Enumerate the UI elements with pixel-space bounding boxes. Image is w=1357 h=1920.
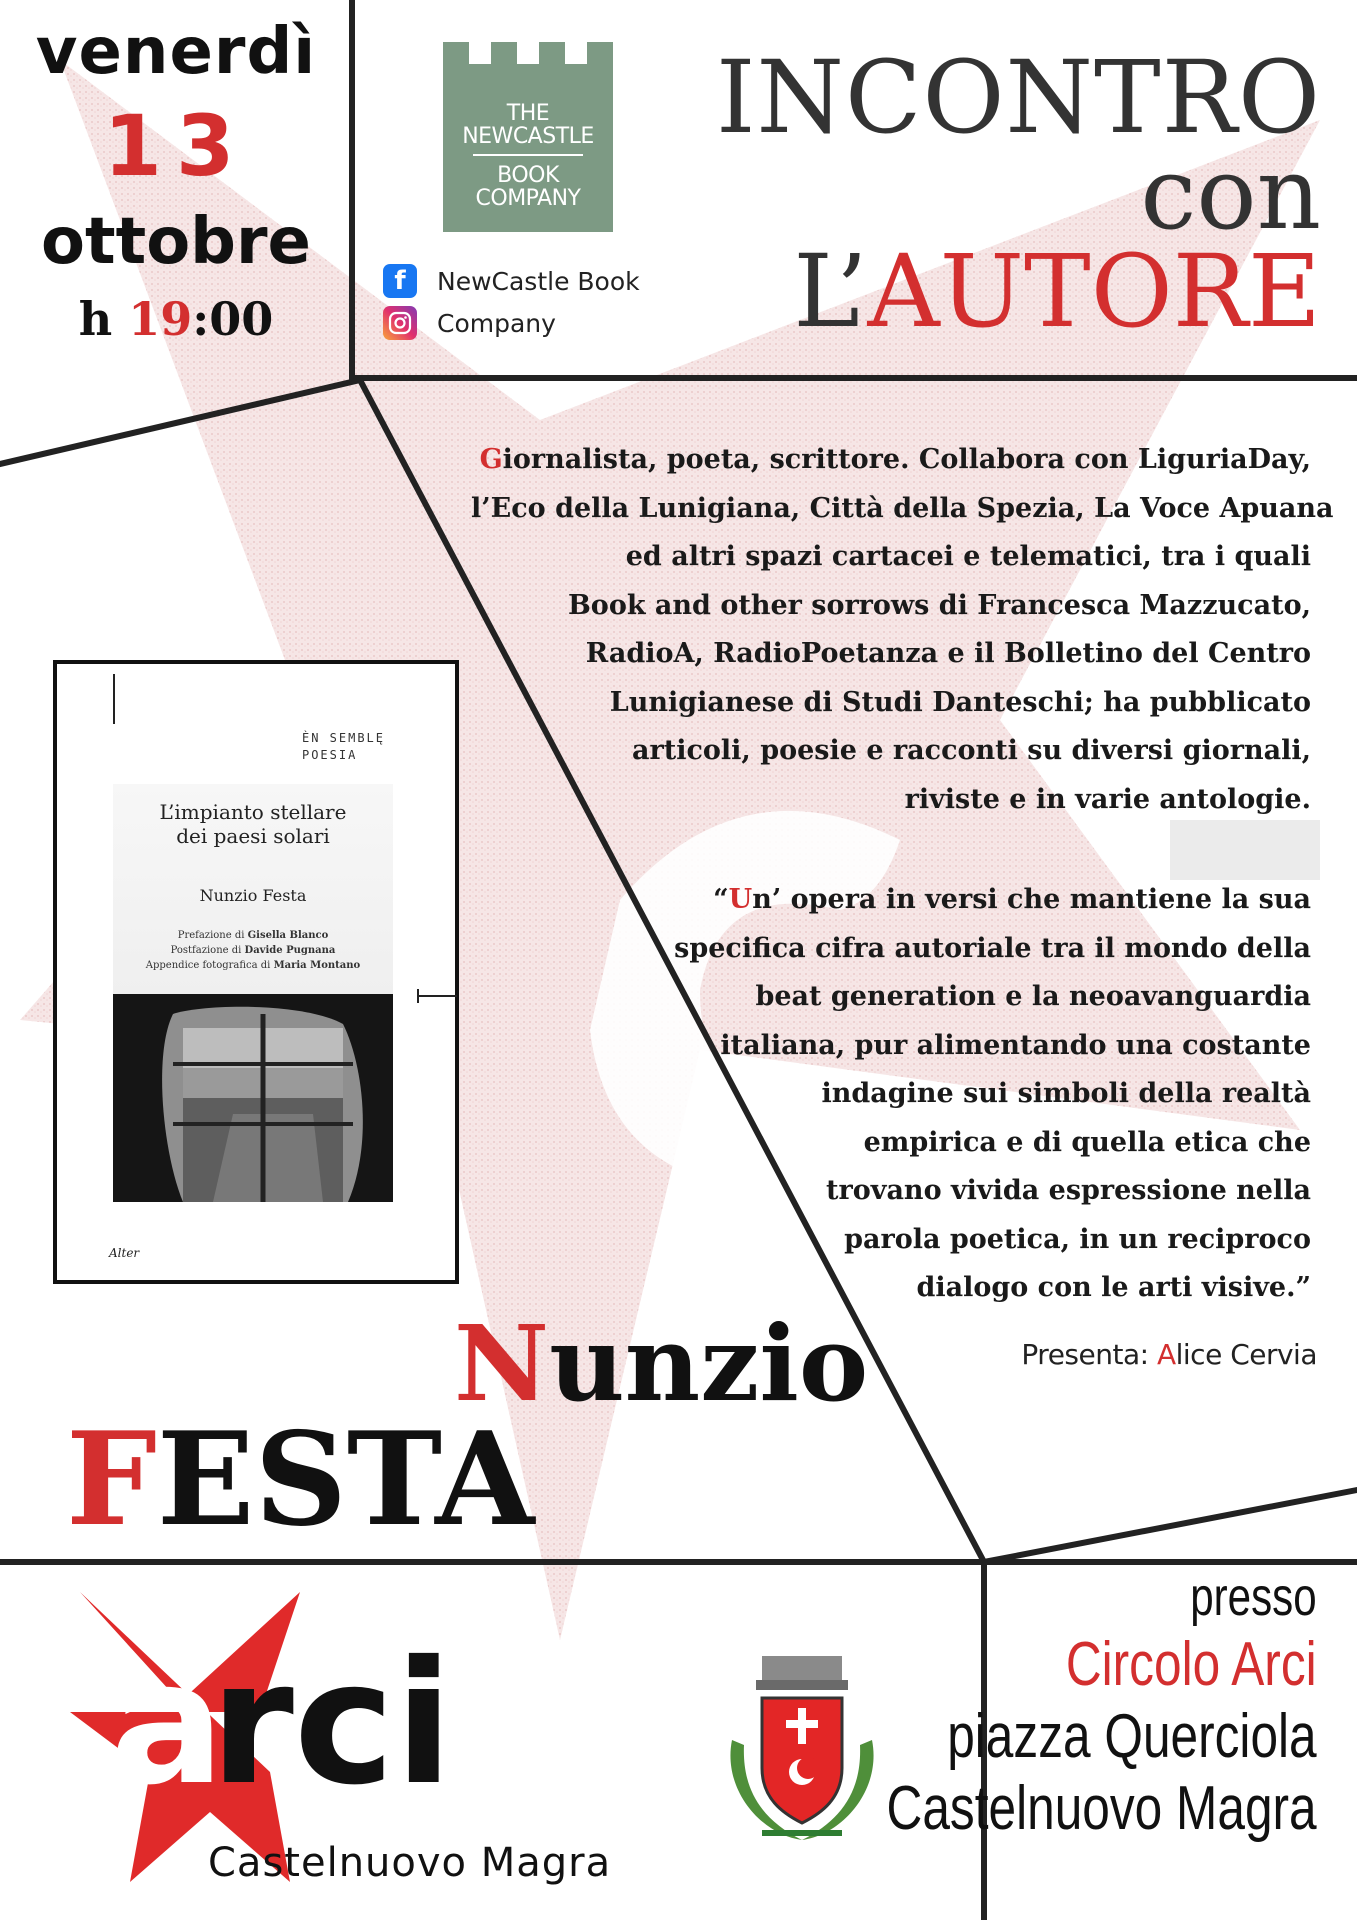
credit-name: Maria Montano (273, 960, 361, 971)
quote-line: indagine sui simboli della realtà (821, 1078, 1311, 1109)
book-series (302, 730, 385, 764)
arci-branch-name: Castelnuovo Magra (208, 1840, 612, 1886)
facebook-link[interactable] (383, 260, 640, 302)
social-links (383, 260, 640, 344)
credit-line (113, 958, 393, 973)
newcastle-book-company-logo (443, 42, 613, 232)
logo-line-2: NEWCASTLE (462, 124, 594, 150)
bio-line: Lunigianese di Studi Danteschi; ha pubblicato (609, 686, 1311, 718)
venue-preposition: presso (1190, 1567, 1317, 1627)
bio-line: l’Eco della Lunigiana, Città della Spezia, La Voce Apuana (471, 492, 1334, 524)
quote-line: trovano vivida espressione nella (826, 1175, 1311, 1206)
bio-line: RadioA, RadioPoetanza e il Bolletino del Centro (585, 638, 1311, 669)
window-photo-icon (113, 994, 393, 1202)
book-publisher: Alter (109, 1246, 140, 1260)
author-first-initial: N (454, 1302, 550, 1425)
series-name: ÈN SEMBLĘ (301, 731, 385, 745)
arci-logo-rest: rci (210, 1625, 453, 1823)
credit-name: Davide Pugnana (244, 945, 336, 956)
credit-label: Prefazione di (177, 930, 248, 941)
presenter-name: lice Cervia (1175, 1338, 1317, 1371)
title-line-3-prefix: L’ (793, 233, 868, 350)
arci-logo-a: a (110, 1625, 225, 1823)
quote-open-mark: “ (713, 884, 729, 915)
event-date (0, 15, 352, 346)
logo-line-3: BOOK (497, 163, 559, 189)
author-first-name (454, 1302, 869, 1425)
quote-line: parola poetica, in un reciproco (844, 1223, 1311, 1255)
bio-line (471, 436, 1311, 485)
social-handle-line1: NewCastle Book (437, 266, 640, 296)
logo-line-4: COMPANY (475, 186, 581, 212)
bio-line: Book and other sorrows di Francesca Mazzucato, (567, 589, 1311, 621)
quote-initial: U (728, 884, 753, 915)
event-time-hour: 19 (128, 292, 193, 346)
logo-line-1: THE (506, 101, 550, 126)
title-line-3-accent: AUTORE (867, 233, 1321, 350)
venue (779, 1567, 1317, 1843)
book-cover (53, 660, 459, 1284)
social-handle-line2: Company (437, 308, 556, 338)
quote-line: specifica cifra autoriale tra il mondo della (674, 932, 1311, 964)
book-quote (471, 876, 1311, 1313)
book-credits (113, 928, 393, 973)
bio-line: riviste e in varie antologie. (904, 783, 1311, 815)
author-last-name (66, 1405, 535, 1555)
credit-label: Appendice fotografica di (145, 960, 274, 971)
presenter (1021, 1338, 1317, 1371)
quote-line-text: n’ opera in versi che mantiene la sua (752, 884, 1311, 915)
credit-label: Postfazione di (170, 945, 245, 956)
instagram-link[interactable] (383, 302, 640, 344)
book-title (113, 800, 393, 848)
bio-initial: G (479, 444, 503, 475)
bio-line: ed altri spazi cartacei e telematici, tra i quali (625, 541, 1311, 572)
facebook-icon: f (383, 264, 417, 298)
logo-text (443, 102, 613, 210)
title-line-2: con (1140, 135, 1321, 252)
title-line-1: INCONTRO (716, 39, 1321, 156)
event-title (716, 39, 1321, 350)
title-line-3 (716, 233, 1321, 350)
event-weekday: venerdì (35, 15, 317, 89)
quote-line: dialogo con le arti visive.” (916, 1272, 1311, 1303)
credit-line (113, 943, 393, 958)
cover-photo (113, 994, 393, 1202)
author-last-rest: ESTA (156, 1405, 535, 1555)
event-month: ottobre (41, 205, 311, 279)
book-title-line-1: L’impianto stellare (159, 800, 347, 824)
quote-line: italiana, pur alimentando una costante (720, 1029, 1311, 1061)
series-genre: POESIA (301, 747, 358, 762)
quote-line: beat generation e la neoavanguardia (755, 981, 1311, 1012)
book-title-line-2: dei paesi solari (176, 824, 330, 848)
author-last-initial: F (66, 1405, 157, 1555)
venue-club: Circolo Arci (1066, 1630, 1317, 1699)
event-day: 13 (103, 97, 249, 195)
event-time-prefix: h (78, 292, 129, 346)
presenter-initial: A (1156, 1338, 1176, 1371)
venue-square: piazza Querciola (947, 1702, 1317, 1771)
event-time (0, 292, 352, 346)
book-author: Nunzio Festa (199, 886, 307, 905)
author-biography (471, 436, 1334, 824)
quote-line: empirica e di quella etica che (863, 1126, 1311, 1158)
credit-line (113, 928, 393, 943)
quote-line (471, 876, 1311, 925)
instagram-icon (383, 306, 417, 340)
author-first-rest: unzio (549, 1302, 869, 1425)
event-time-minutes: :00 (192, 292, 274, 346)
credit-name: Gisella Blanco (247, 930, 329, 941)
cover-mark (113, 674, 115, 724)
presenter-label: Presenta: (1021, 1338, 1157, 1371)
venue-town: Castelnuovo Magra (886, 1774, 1317, 1843)
cover-mark (417, 995, 457, 997)
bio-line-text: iornalista, poeta, scrittore. Collabora con LiguriaDay, (502, 444, 1311, 475)
bio-line: articoli, poesie e racconti su diversi giornali, (632, 735, 1311, 766)
